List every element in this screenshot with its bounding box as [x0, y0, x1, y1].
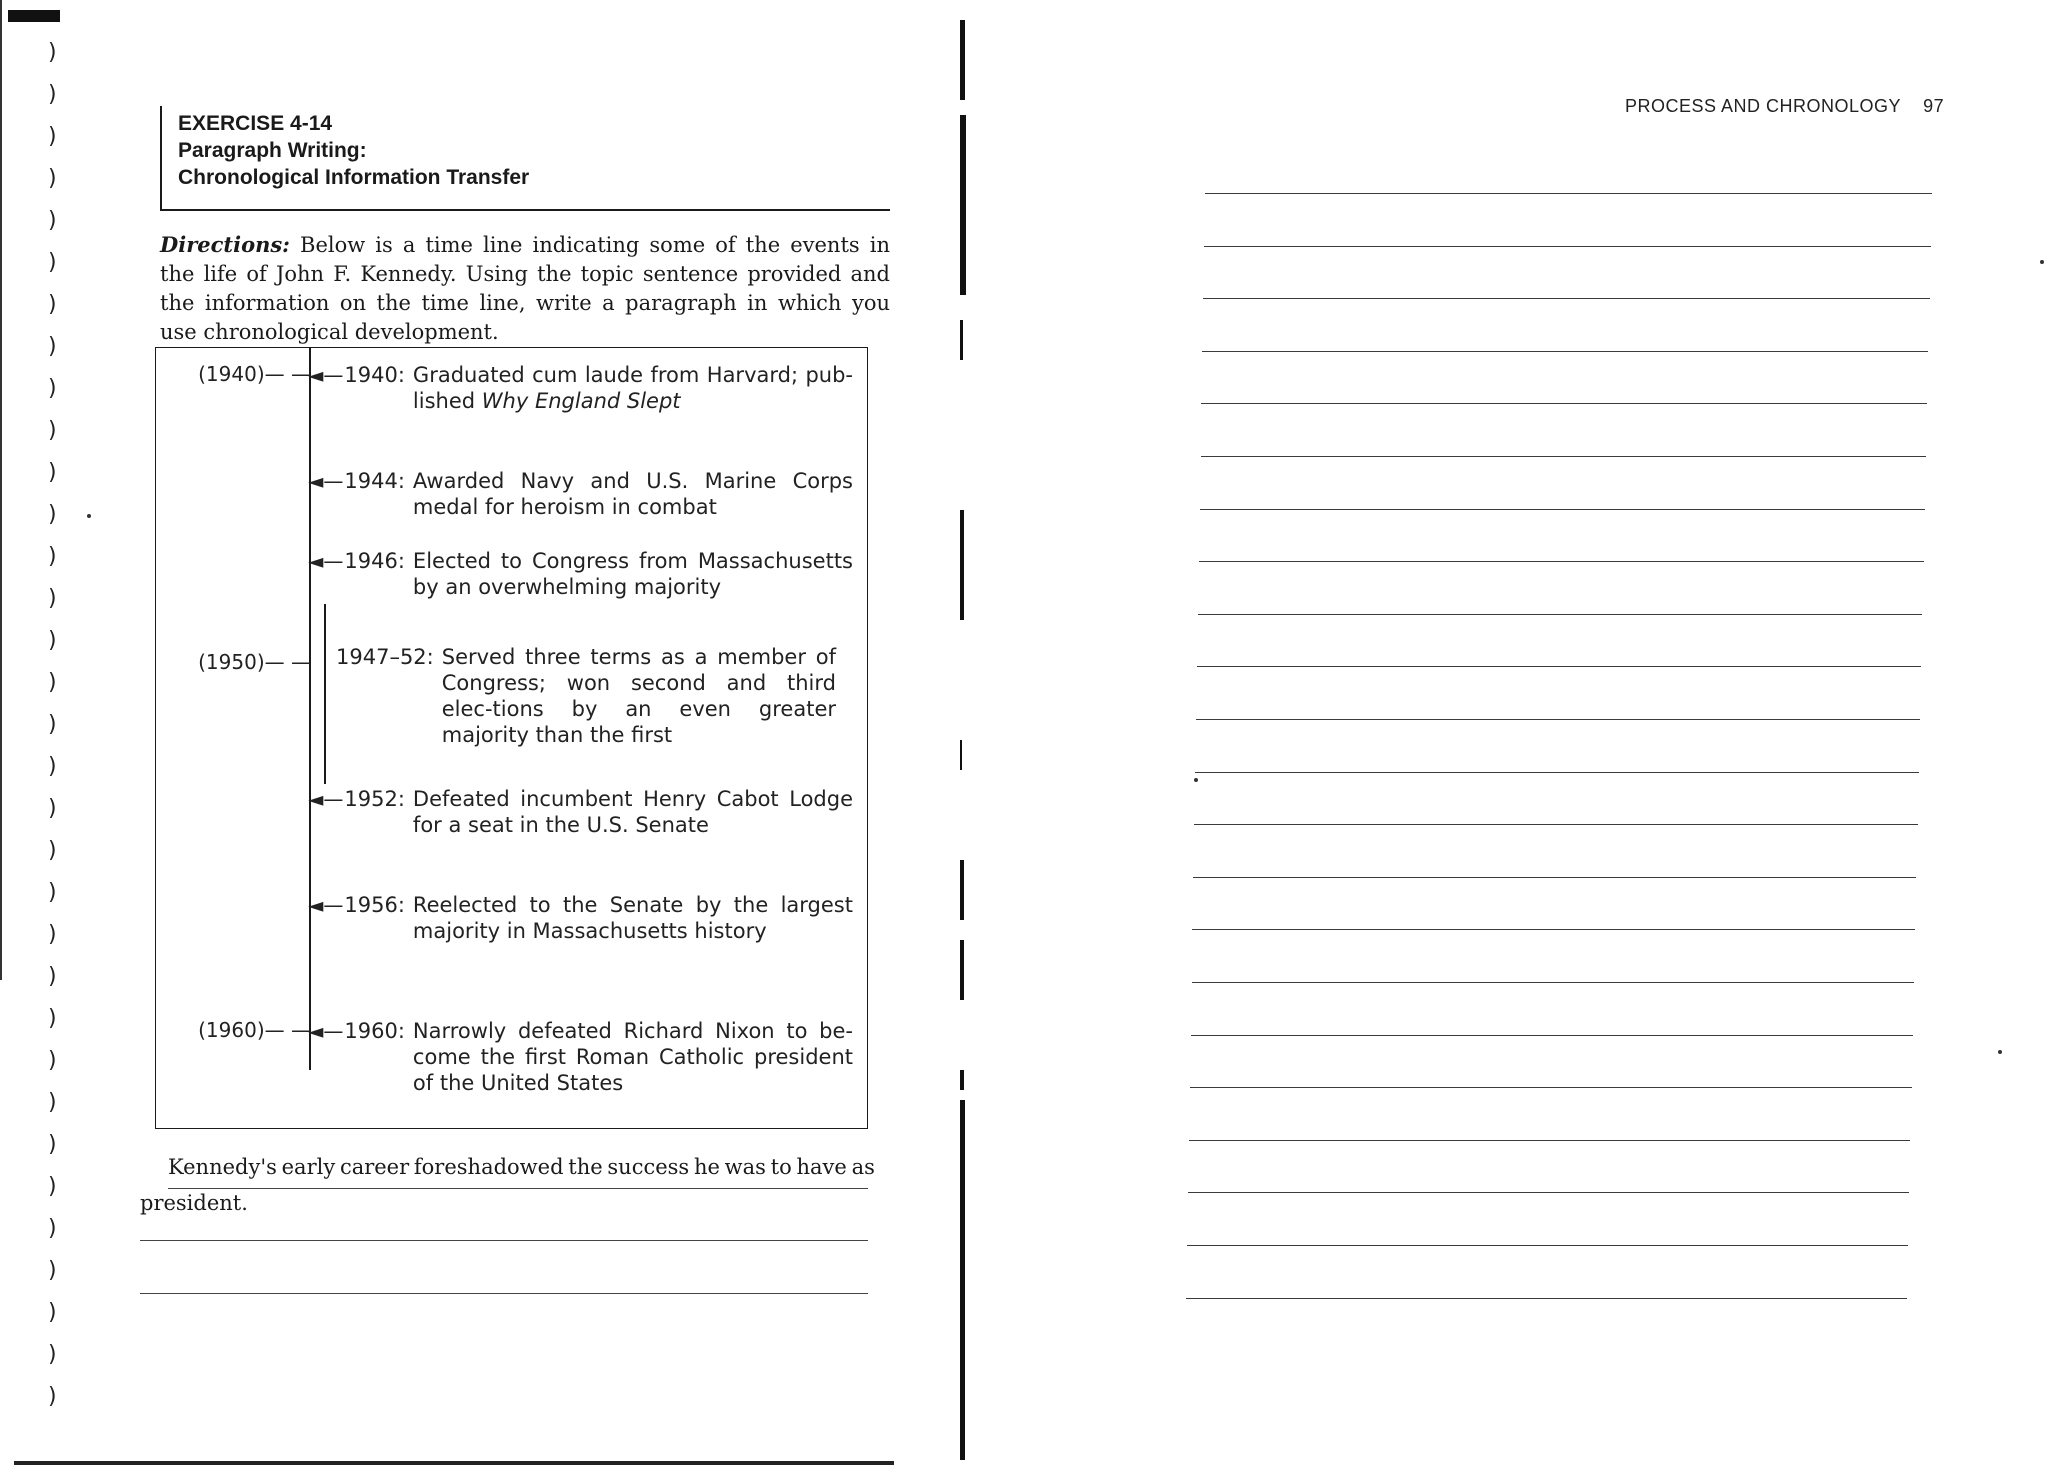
binding-hole-icon: ): [48, 334, 57, 359]
gutter-segment: [960, 860, 964, 920]
binding-hole-icon: ): [48, 964, 57, 989]
topic-word: Kennedy's: [168, 1155, 277, 1179]
arrow-icon: ◄—: [308, 787, 344, 811]
dust-speck: [87, 514, 91, 518]
binding-hole-icon: ): [48, 1006, 57, 1031]
topic-word: the: [568, 1155, 603, 1179]
event-year: 1956:: [344, 893, 405, 917]
binding-hole-icon: ): [48, 1174, 57, 1199]
writing-line[interactable]: [1199, 561, 1924, 562]
topic-word: early: [281, 1155, 336, 1179]
binding-hole-icon: ): [48, 40, 57, 65]
directions-text: Below is a time line indicating some of the events in the life of John F. Kennedy. Using the topic sentence provided and the information on the time line, write a paragraph in which you use chronological development.: [160, 233, 890, 344]
binding-hole-icon: ): [48, 922, 57, 947]
scan-edge: [0, 0, 2, 980]
binding-hole-icon: ): [48, 754, 57, 779]
dust-speck: [1998, 1050, 2002, 1054]
gutter-segment: [960, 320, 963, 360]
writing-line[interactable]: [1194, 824, 1917, 825]
binding-hole-icon: ): [48, 250, 57, 275]
binding-hole-icon: ): [48, 1342, 57, 1367]
event-year: 1944:: [344, 469, 405, 493]
event-year: 1960:: [344, 1019, 405, 1043]
topic-word: have: [796, 1155, 847, 1179]
gutter-segment: [960, 740, 962, 770]
writing-line[interactable]: [1196, 719, 1920, 720]
dust-speck: [1194, 778, 1198, 782]
event-description: Defeated incumbent Henry Cabot Lodge for a seat in the U.S. Senate: [412, 787, 853, 837]
dust-speck: [2040, 260, 2044, 264]
decade-marker-1950: (1950)— —: [198, 650, 311, 674]
gutter-segment: [960, 115, 966, 295]
binding-hole-icon: ): [48, 1258, 57, 1283]
binding-hole-icon: ): [48, 208, 57, 233]
topic-sentence: [140, 1155, 875, 1215]
page-gutter: [958, 20, 968, 1460]
binding-hole-icon: ): [48, 712, 57, 737]
timeline-event-1946: [308, 548, 853, 600]
binding-hole-icon: ): [48, 166, 57, 191]
event-year: 1940:: [344, 363, 405, 387]
topic-sentence-line2: president.: [140, 1191, 248, 1215]
arrow-icon: ◄—: [308, 1019, 344, 1043]
binding-hole-icon: ): [48, 838, 57, 863]
writing-line[interactable]: [1191, 1035, 1913, 1036]
writing-line[interactable]: [1189, 1140, 1911, 1141]
binding-hole-icon: ): [48, 796, 57, 821]
topic-word: success: [607, 1155, 690, 1179]
writing-line[interactable]: [1186, 1298, 1907, 1299]
exercise-heading: [160, 106, 890, 211]
writing-line[interactable]: [1201, 456, 1927, 457]
exercise-number: EXERCISE 4-14: [178, 112, 333, 135]
timeline-event-1952: [308, 786, 853, 838]
writing-line[interactable]: [1193, 877, 1916, 878]
gutter-segment: [960, 940, 964, 1000]
writing-line[interactable]: [1198, 614, 1923, 615]
binding-hole-icon: ): [48, 1048, 57, 1073]
event-description: Awarded Navy and U.S. Marine Corps medal for heroism in combat: [412, 469, 853, 519]
writing-line: [140, 1240, 868, 1241]
event-description: Elected to Congress from Massachusetts by an overwhelming majority: [412, 549, 853, 599]
event-text: Graduated cum laude from Harvard; pub-lished: [412, 363, 853, 413]
page-number: 97: [1923, 96, 1945, 116]
timeline-event-1956: [308, 892, 853, 944]
binding-hole-icon: ): [48, 1216, 57, 1241]
binding-hole-icon: ): [48, 1132, 57, 1157]
binding-hole-icon: ): [48, 880, 57, 905]
arrow-icon: ◄—: [308, 469, 344, 493]
writing-line[interactable]: [1202, 351, 1928, 352]
topic-word: career: [339, 1155, 410, 1179]
running-head: [1625, 96, 1944, 117]
writing-line[interactable]: [1188, 1192, 1909, 1193]
writing-line[interactable]: [1197, 666, 1921, 667]
timeline-subline: [324, 604, 326, 784]
timeline-event-1944: [308, 468, 853, 520]
writing-line: [140, 1293, 868, 1294]
writing-line[interactable]: [1195, 772, 1919, 773]
arrow-icon: ◄—: [308, 893, 344, 917]
binding-hole-icon: ): [48, 292, 57, 317]
event-description: Served three terms as a member of Congress; won second and third elec-tions by an even greater majority than the first: [441, 645, 836, 747]
writing-line: [168, 1188, 868, 1189]
gutter-segment: [960, 1070, 964, 1090]
topic-word: he: [693, 1155, 720, 1179]
topic-word: as: [851, 1155, 875, 1179]
gutter-segment: [960, 20, 965, 100]
event-year: 1947–52:: [336, 645, 434, 669]
binding-hole-icon: ): [48, 376, 57, 401]
event-description: Narrowly defeated Richard Nixon to be-come the first Roman Catholic president of the United States: [412, 1019, 853, 1095]
binding-hole-icon: ): [48, 502, 57, 527]
chapter-title: PROCESS AND CHRONOLOGY: [1625, 96, 1902, 116]
book-title: Why England Slept: [481, 389, 681, 413]
gutter-segment: [960, 510, 964, 620]
binding-hole-icon: ): [48, 418, 57, 443]
writing-line[interactable]: [1187, 1245, 1908, 1246]
binding-hole-icon: ): [48, 1300, 57, 1325]
writing-line[interactable]: [1190, 1087, 1912, 1088]
directions-paragraph: [160, 230, 890, 347]
arrow-icon: ◄—: [308, 363, 344, 387]
decade-marker-1960: (1960)— —: [198, 1018, 311, 1042]
scan-mark: [8, 10, 60, 22]
binding-hole-icon: ): [48, 544, 57, 569]
binding-hole-icon: ): [48, 82, 57, 107]
topic-word: was: [724, 1155, 766, 1179]
binding-hole-icon: ): [48, 670, 57, 695]
event-year: 1952:: [344, 787, 405, 811]
writing-line[interactable]: [1201, 403, 1927, 404]
event-description: [413, 362, 853, 414]
writing-line[interactable]: [1200, 509, 1925, 510]
binding-hole-icon: ): [48, 586, 57, 611]
writing-line[interactable]: [1192, 982, 1915, 983]
directions-label: Directions:: [160, 232, 290, 257]
timeline-event-1960: [308, 1018, 853, 1096]
binding-hole-icon: ): [48, 1090, 57, 1115]
topic-word: foreshadowed: [413, 1155, 564, 1179]
binding-hole-icon: ): [48, 628, 57, 653]
timeline-event-1940: [308, 362, 853, 414]
topic-sentence-line1: [140, 1155, 875, 1179]
timeline-event-1947-52: [336, 644, 836, 748]
timeline-axis: [309, 348, 311, 1070]
timeline-box: [155, 347, 868, 1129]
writing-line[interactable]: [1203, 298, 1929, 299]
writing-line[interactable]: [1192, 929, 1915, 930]
topic-word: to: [770, 1155, 792, 1179]
exercise-title-line2: Chronological Information Transfer: [178, 166, 530, 189]
writing-line[interactable]: [1205, 193, 1932, 194]
binding-hole-icon: ): [48, 124, 57, 149]
decade-marker-1940: (1940)— —: [198, 362, 311, 386]
binding-hole-icon: ): [48, 1384, 57, 1409]
binding-holes: [48, 40, 68, 1440]
writing-line[interactable]: [1204, 246, 1931, 247]
bottom-edge-rule: [14, 1461, 894, 1465]
arrow-icon: ◄—: [308, 549, 344, 573]
event-year: 1946:: [344, 549, 405, 573]
binding-hole-icon: ): [48, 460, 57, 485]
event-description: Reelected to the Senate by the largest majority in Massachusetts history: [412, 893, 853, 943]
gutter-segment: [960, 1100, 965, 1460]
exercise-title-line1: Paragraph Writing:: [178, 139, 367, 162]
